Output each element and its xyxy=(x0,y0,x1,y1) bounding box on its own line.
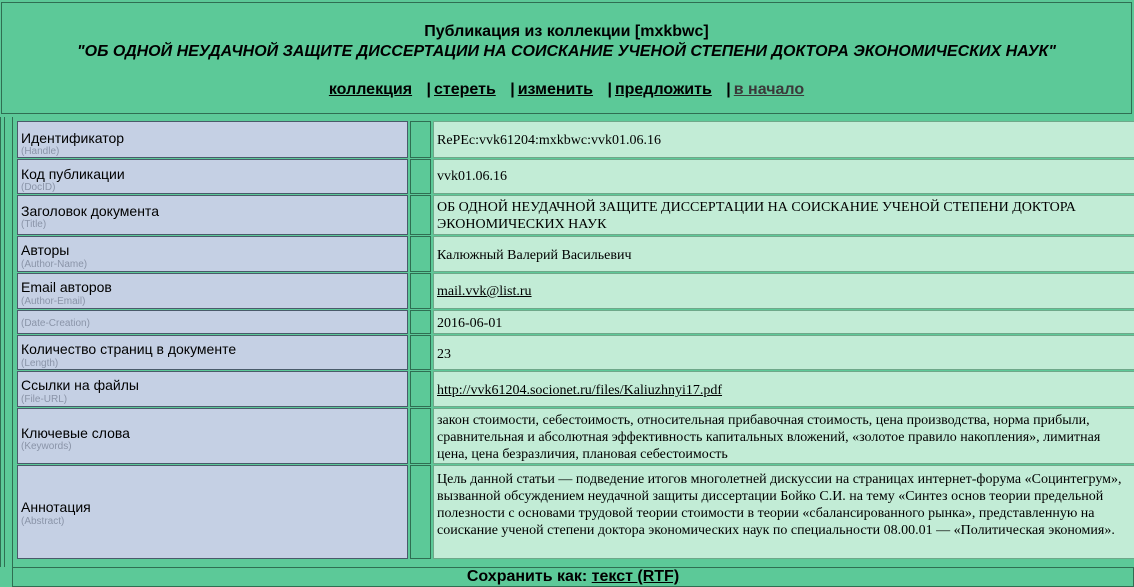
page-title: Публикация из коллекции [mxkbwc] xyxy=(424,23,709,40)
row-label-cell xyxy=(17,310,408,334)
table-left-bar xyxy=(4,117,13,567)
nav-separator: | xyxy=(426,81,432,98)
table-row-title xyxy=(17,195,1134,235)
table-row-docid xyxy=(17,159,1134,194)
row-value-cell xyxy=(433,273,1134,309)
row-label-cell xyxy=(17,121,408,158)
save-bar xyxy=(12,567,1134,587)
row-label-cell xyxy=(17,159,408,194)
row-sublabel: (Date-Creation) xyxy=(21,318,90,329)
nav-link-home[interactable]: в начало xyxy=(733,81,805,98)
row-value: 2016-06-01 xyxy=(433,310,1134,334)
row-sublabel: (DocID) xyxy=(21,182,56,193)
row-label-cell xyxy=(17,465,408,559)
row-value: ОБ ОДНОЙ НЕУДАЧНОЙ ЗАЩИТЕ ДИССЕРТАЦИИ НА СОИСКАНИЕ УЧЕНОЙ СТЕПЕНИ ДОКТОРА ЭКОНОМИЧЕСКИХ НАУК xyxy=(433,195,1134,235)
row-label-cell xyxy=(17,236,408,272)
nav-bar xyxy=(2,81,1131,99)
nav-separator: | xyxy=(510,81,515,98)
row-spacer xyxy=(410,121,431,158)
nav-separator: | xyxy=(607,81,612,98)
row-label: Заголовок документа xyxy=(21,203,159,219)
row-spacer xyxy=(410,159,431,194)
table-row-email xyxy=(17,273,1134,309)
row-value: 23 xyxy=(433,335,1134,370)
row-sublabel: (Author-Name) xyxy=(21,259,88,270)
row-label-cell xyxy=(17,273,408,309)
save-rtf-link[interactable]: текст (RTF) xyxy=(591,568,680,585)
row-value: закон стоимости, себестоимость, относительная прибавочная стоимость, цена производства, норма прибыли, сравнительная и абсолютная эффективность капитальных вложений, «золотое правило накопления», лимитная цена, цена безразличия, плановая себестоимость xyxy=(433,408,1134,464)
metadata-table xyxy=(0,117,1134,567)
row-value: RePEc:vvk61204:mxkbwc:vvk01.06.16 xyxy=(433,121,1134,158)
nav-link-edit[interactable]: изменить xyxy=(517,81,594,98)
document-title: "ОБ ОДНОЙ НЕУДАЧНОЙ ЗАЩИТЕ ДИССЕРТАЦИИ НА СОИСКАНИЕ УЧЕНОЙ СТЕПЕНИ ДОКТОРА ЭКОНОМИЧЕСКИХ НАУК" xyxy=(77,43,1056,60)
row-label: Код публикации xyxy=(21,166,125,182)
row-label: Авторы xyxy=(21,242,70,258)
row-spacer xyxy=(410,408,431,464)
row-sublabel: (Keywords) xyxy=(21,441,72,452)
author-email-link[interactable]: mail.vvk@list.ru xyxy=(437,284,532,299)
row-value: Калюжный Валерий Васильевич xyxy=(433,236,1134,272)
row-label: Email авторов xyxy=(21,279,112,295)
nav-link-delete[interactable]: стереть xyxy=(434,81,496,98)
table-row-author xyxy=(17,236,1134,272)
row-spacer xyxy=(410,465,431,559)
nav-link-propose[interactable]: предложить xyxy=(614,81,712,98)
file-url-link[interactable]: http://vvk61204.socionet.ru/files/Kaliuzhnyi17.pdf xyxy=(437,383,723,398)
row-sublabel: (File-URL) xyxy=(21,394,68,405)
row-spacer xyxy=(410,195,431,235)
row-spacer xyxy=(410,335,431,370)
row-spacer xyxy=(410,310,431,334)
row-value-cell xyxy=(433,371,1134,407)
table-row-length xyxy=(17,335,1134,370)
row-value: Цель данной статьи — подведение итогов многолетней дискуссии на страницах интернет-форума «Социнтегрум», вызванной обсуждением неудачной защиты диссертации Бойко С.И. на тему «Синтез основ теории предельной полезности с основами трудовой теории стоимости в теории «сбалансированного рынка», представленную на соискание ученой степени доктора экономических наук по специальности 08.00.01 — «Политическая экономия». xyxy=(433,465,1134,559)
row-sublabel: (Handle) xyxy=(21,146,60,157)
row-label-cell xyxy=(17,195,408,235)
table-row-abstract xyxy=(17,465,1134,559)
table-row-keywords xyxy=(17,408,1134,464)
table-row-file-url xyxy=(17,371,1134,407)
row-sublabel: (Length) xyxy=(21,358,59,369)
row-spacer xyxy=(410,236,431,272)
row-label: Количество страниц в документе xyxy=(21,341,237,357)
row-label: Аннотация xyxy=(21,499,91,515)
row-value: vvk01.06.16 xyxy=(433,159,1134,194)
row-label: Ключевые слова xyxy=(21,425,130,441)
save-as-label: Сохранить как: xyxy=(466,568,588,585)
table-row-date xyxy=(17,310,1134,334)
row-sublabel: (Title) xyxy=(21,219,47,230)
table-row-handle xyxy=(17,121,1134,158)
row-label: Идентификатор xyxy=(21,130,125,146)
row-sublabel: (Abstract) xyxy=(21,516,65,527)
row-label: Ссылки на файлы xyxy=(21,377,139,393)
row-spacer xyxy=(410,371,431,407)
nav-separator: | xyxy=(726,81,731,98)
row-spacer xyxy=(410,273,431,309)
row-label-cell xyxy=(17,408,408,464)
page-header xyxy=(1,2,1132,114)
row-sublabel: (Author-Email) xyxy=(21,296,86,307)
row-label-cell xyxy=(17,371,408,407)
nav-link-collection[interactable]: коллекция xyxy=(328,81,413,98)
row-label-cell xyxy=(17,335,408,370)
